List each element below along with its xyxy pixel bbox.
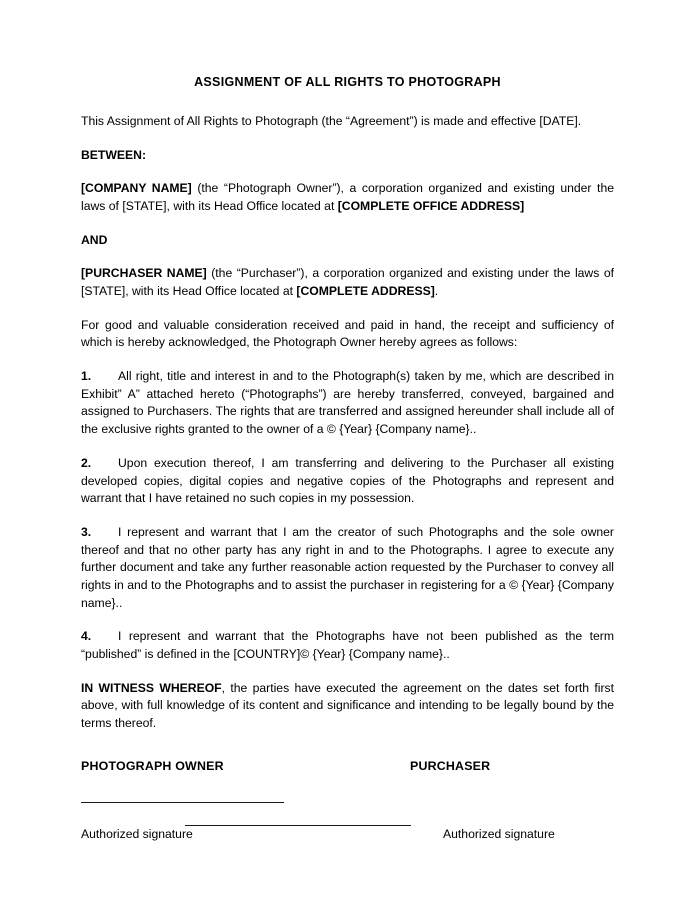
company-name-placeholder: [COMPANY NAME] xyxy=(81,181,192,196)
owner-signature-label: Authorized signature xyxy=(81,826,193,841)
page-title: ASSIGNMENT OF ALL RIGHTS TO PHOTOGRAPH xyxy=(194,75,501,89)
clause-2-number: 2. xyxy=(81,455,92,470)
between-label-text: BETWEEN: xyxy=(81,147,146,162)
clause-1-number: 1. xyxy=(81,369,92,384)
purchaser-signature-line xyxy=(185,825,411,826)
purchaser-party-text: (the “Purchaser”), a corporation organized and existing under the laws of [STATE], with its Head Office located at xyxy=(81,266,615,298)
company-party-text: (the “Photograph Owner”), a corporation organized and existing under the laws of [STATE], with its Head Office located at xyxy=(81,181,615,213)
and-label xyxy=(81,232,614,250)
clause-1-text: All right, title and interest in and to the Photograph(s) taken by me, which are described in Exhibit” A” attached hereto (“Photographs”) are hereby transferred, conveyed, bargained and assigned to Purchasers. The rights that are transferred and assigned hereunder shall include all of the exclusive rights granted to the owner of a © {Year} {Company name}.. xyxy=(81,369,614,437)
witness-body-text: , the parties have executed the agreement on the dates set forth first above, with full knowledge of its content and significance and intending to be legally bound by the terms thereof. xyxy=(81,680,615,731)
clause-4 xyxy=(81,628,614,663)
consideration-paragraph: For good and valuable consideration received and paid in hand, the receipt and sufficiency of which is hereby acknowledged, the Photograph Owner hereby agrees as follows: xyxy=(81,317,614,350)
clause-3-number: 3. xyxy=(81,524,92,539)
intro-paragraph: This Assignment of All Rights to Photograph (the “Agreement”) is made and effective [DATE]. xyxy=(81,113,582,128)
signature-rules xyxy=(81,781,614,827)
clause-1 xyxy=(81,368,614,439)
clause-4-text: I represent and warrant that the Photographs have not been published as the term “published” is defined in the [COUNTRY]© {Year} {Company name}.. xyxy=(81,629,614,661)
clause-3 xyxy=(81,524,614,612)
clause-2-text: Upon execution thereof, I am transferring and delivering to the Purchaser all existing developed copies, digital copies and negative copies of the Photographs and represent and warrant that I have retained no such copies in my possession. xyxy=(81,455,614,506)
owner-signature-line xyxy=(81,802,284,803)
company-office-address-placeholder: [COMPLETE OFFICE ADDRESS] xyxy=(337,198,525,213)
company-party-paragraph xyxy=(81,180,614,215)
witness-lead-text: IN WITNESS WHEREOF xyxy=(81,680,222,695)
clause-2 xyxy=(81,455,614,508)
purchaser-address-placeholder: [COMPLETE ADDRESS] xyxy=(296,284,435,298)
witness-paragraph xyxy=(81,680,614,733)
clause-4-number: 4. xyxy=(81,629,92,644)
purchaser-party-paragraph xyxy=(81,265,614,300)
purchaser-heading: PURCHASER xyxy=(410,758,491,773)
photograph-owner-heading: PHOTOGRAPH OWNER xyxy=(81,758,224,773)
document-body xyxy=(81,74,614,847)
clause-3-text: I represent and warrant that I am the creator of such Photographs and the sole owner thereof and that no other party has any right in and to the Photographs. I agree to execute any further document and take any further reasonable action requested by the Purchaser to convey all rights in and to the Photographs and to assist the purchaser in registering for a © {Year} {Company name}.. xyxy=(81,524,614,610)
signature-labels xyxy=(81,827,614,847)
signature-block xyxy=(81,759,614,847)
purchaser-signature-label: Authorized signature xyxy=(443,826,555,841)
purchaser-name-placeholder: [PURCHASER NAME] xyxy=(81,266,207,281)
purchaser-party-trailing: . xyxy=(434,284,439,298)
signature-headings xyxy=(81,759,614,781)
and-label-text: AND xyxy=(81,232,108,247)
between-label xyxy=(81,147,614,165)
